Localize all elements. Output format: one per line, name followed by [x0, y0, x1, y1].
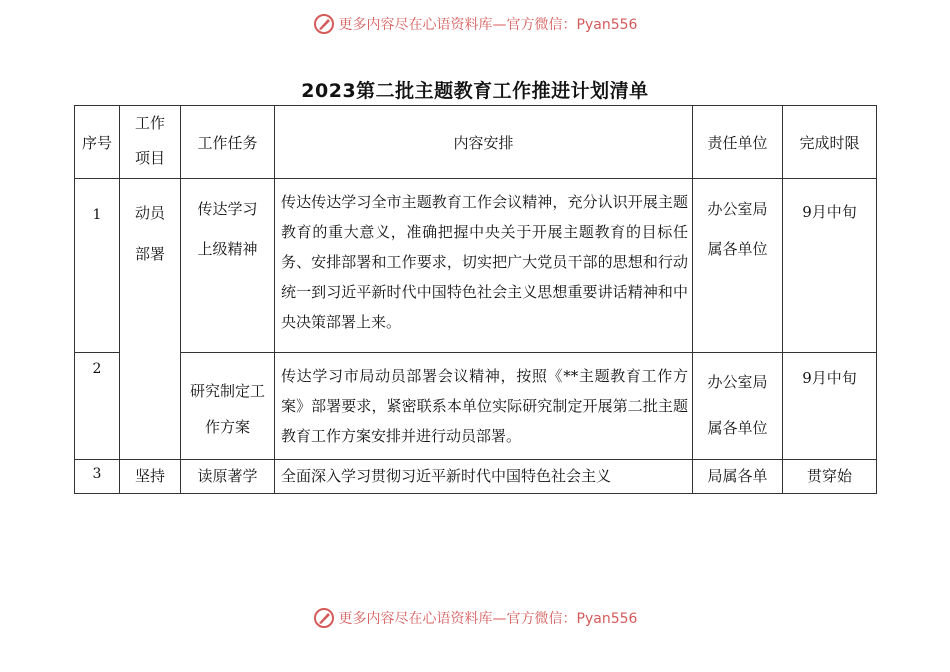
table-header-row: [75, 106, 877, 179]
row-2-content: 传达学习市局动员部署会议精神，按照《**主题教育工作方案》部署要求，紧密联系本单位实际研究制定开展第二批主题教育工作方案安排并进行动员部署。: [275, 353, 693, 460]
row-1-index: 1: [75, 179, 120, 353]
watermark-bottom: [0, 604, 950, 632]
row-1-task: [181, 179, 275, 353]
header-deadline: 完成时限: [783, 106, 877, 179]
row-3-item: 坚持: [120, 460, 181, 494]
header-content: 内容安排: [275, 106, 693, 179]
header-unit: 责任单位: [693, 106, 783, 179]
table-row: [75, 460, 877, 494]
row-1-unit-line1: 办公室局: [707, 200, 768, 218]
table-row: [75, 179, 877, 353]
header-item: [120, 106, 181, 179]
row-1-deadline: 9月中旬: [783, 179, 877, 353]
row-1-item: [120, 179, 181, 460]
row-2-task-line2: 作方案: [204, 418, 250, 436]
row-2-index: 2: [75, 353, 120, 460]
row-2-task: [181, 353, 275, 460]
row-3-unit: 局属各单: [693, 460, 783, 494]
pen-circle-logo-icon: [313, 13, 335, 35]
row-3-task: 读原著学: [181, 460, 275, 494]
pen-circle-logo-icon: [313, 607, 335, 629]
watermark-text: 更多内容尽在心语资料库—官方微信：Pyan556: [338, 17, 638, 33]
header-index: 序号: [75, 106, 120, 179]
plan-table: [74, 105, 877, 494]
row-2-deadline: 9月中旬: [783, 353, 877, 460]
row-1-unit: [693, 179, 783, 353]
row-3-deadline: 贯穿始: [783, 460, 877, 494]
header-item-line1: 工作: [134, 114, 165, 132]
row-1-item-line2: 部署: [134, 245, 165, 263]
row-3-content: 全面深入学习贯彻习近平新时代中国特色社会主义: [275, 460, 693, 494]
watermark-top: [0, 10, 950, 38]
document-title: 2023第二批主题教育工作推进计划清单: [301, 80, 649, 102]
row-1-content: 传达传达学习全市主题教育工作会议精神，充分认识开展主题教育的重大意义，准确把握中央关于开展主题教育的目标任务、安排部署和工作要求，切实把广大党员干部的思想和行动统一到习近平新时代中国特色社会主义思想重要讲话精神和中央决策部署上来。: [275, 179, 693, 353]
watermark-text: 更多内容尽在心语资料库—官方微信：Pyan556: [338, 611, 638, 627]
header-item-line2: 项目: [134, 149, 165, 167]
row-1-unit-line2: 属各单位: [707, 240, 768, 258]
row-2-unit-line2: 属各单位: [707, 419, 768, 437]
table-row: [75, 353, 877, 460]
row-2-task-line1: 研究制定工: [189, 382, 265, 400]
header-task: 工作任务: [181, 106, 275, 179]
row-1-task-line2: 上级精神: [197, 240, 258, 258]
row-1-item-line1: 动员: [134, 204, 165, 222]
row-3-index: 3: [75, 460, 120, 494]
row-1-task-line1: 传达学习: [197, 200, 258, 218]
row-2-unit-line1: 办公室局: [707, 373, 768, 391]
row-2-unit: [693, 353, 783, 460]
